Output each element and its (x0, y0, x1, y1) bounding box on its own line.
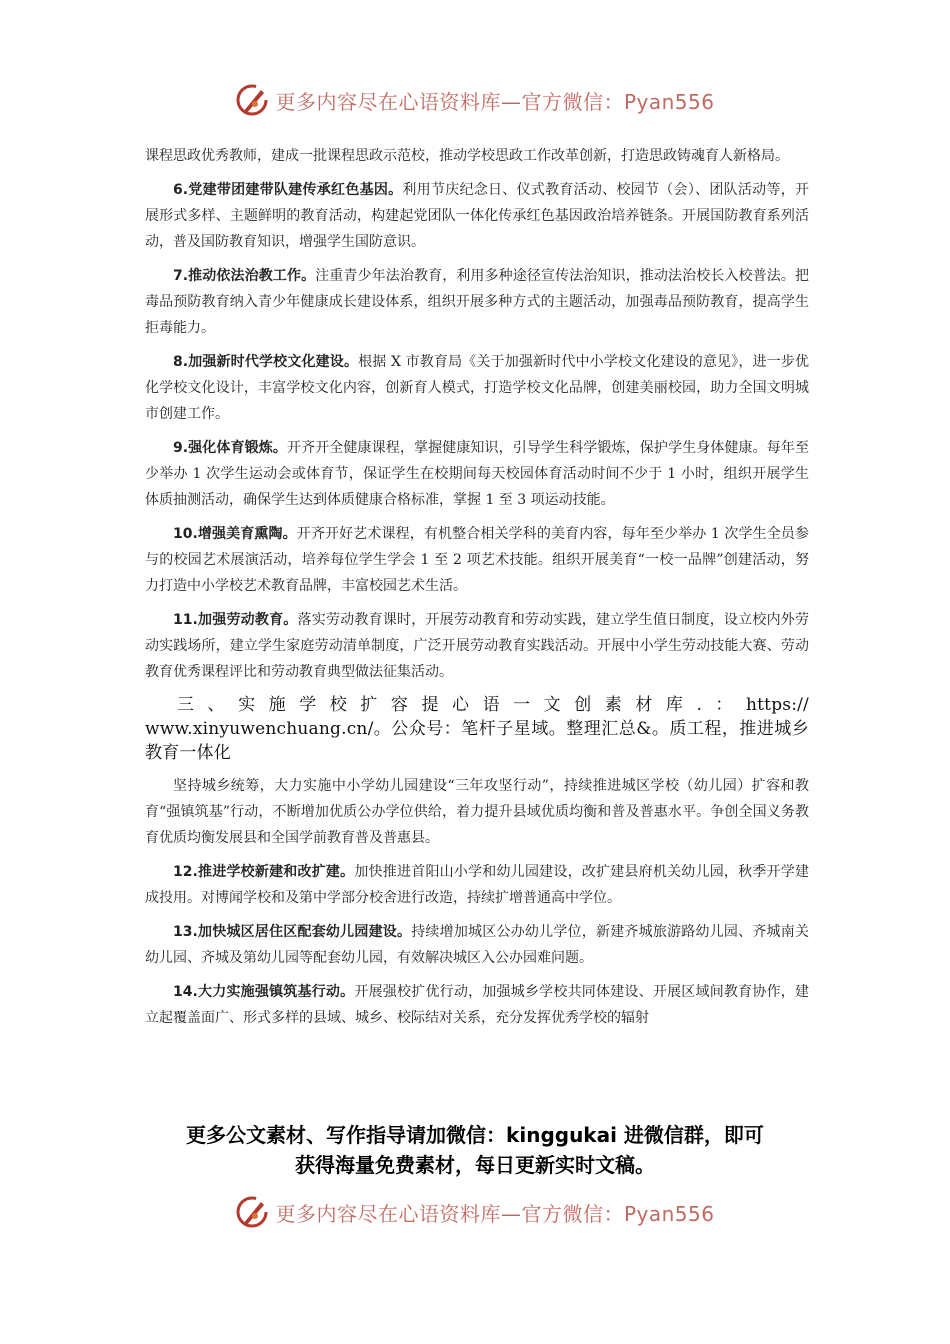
paragraph-item-8 (145, 349, 809, 427)
item-6-title: 6.党建带团建带队建传承红色基因。 (173, 182, 403, 198)
brush-pen-logo-icon (235, 1194, 271, 1230)
document-body (145, 143, 809, 1039)
item-7-title: 7.推动依法治教工作。 (173, 268, 316, 284)
item-6-body: 利用节庆纪念日、仪式教育活动、校园节（会）、团队活动等，开展形式多样、主题鲜明的教育活动，构建起党团队一体化传承红色基因政治培养链条。开展国防教育系列活动，普及国防教育知识，增强学生国防意识。 (145, 182, 810, 250)
paragraph-continued: 课程思政优秀教师，建成一批课程思政示范校，推动学校思政工作改革创新，打造思政铸魂育人新格局。 (145, 148, 789, 164)
item-9-body: 开齐开全健康课程，掌握健康知识，引导学生科学锻炼，保护学生身体健康。每年至少举办 1 次学生运动会或体育节，保证学生在校期间每天校园体育活动时间不少于 1 小时，组织开展学生体质抽测活动，确保学生达到体质健康合格标准，掌握 1 至 3 项运动技能。 (145, 440, 810, 508)
item-12-title: 12.推进学校新建和改扩建。 (173, 864, 355, 880)
paragraph-item-11 (145, 607, 809, 685)
header-watermark-text: 更多内容尽在心语资料库—官方微信：Pyan556 (275, 89, 715, 114)
promo-line-1: 更多公文素材、写作指导请加微信：kinggukai 进微信群，即可 (186, 1123, 764, 1147)
paragraph-item-12 (145, 859, 809, 911)
item-14-title: 14.大力实施强镇筑基行动。 (173, 984, 355, 1000)
section-three-heading-rest: https:// www.xinyuwenchuang.cn/。公众号：笔杆子星域。整理汇总&。质工程，推进城乡教育一体化 (145, 695, 809, 763)
paragraph-item-10 (145, 521, 809, 599)
item-12-body: 加快推进首阳山小学和幼儿园建设，改扩建县府机关幼儿园，秋季开学建成投用。对博闻学校和及第中学部分校舍进行改造，持续扩增普通高中学位。 (145, 864, 809, 906)
footer-watermark-banner (0, 1192, 950, 1232)
brush-pen-logo-icon (235, 82, 271, 118)
item-10-title: 10.增强美育熏陶。 (173, 526, 297, 542)
item-8-body: 根据 X 市教育局《关于加强新时代中小学校文化建设的意见》，进一步优化学校文化设计，丰富学校文化内容，创新育人模式，打造学校文化品牌，创建美丽校园，助力全国文明城市创建工作。 (145, 354, 809, 422)
paragraph-item-13 (145, 919, 809, 971)
item-10-body: 开齐开好艺术课程，有机整合相关学科的美育内容，每年至少举办 1 次学生全员参与的校园艺术展演活动，培养每位学生学会 1 至 2 项艺术技能。组织开展美育“一校一品牌”创建活动，努力打造中小学校艺术教育品牌，丰富校园艺术生活。 (145, 526, 809, 594)
promo-line-2: 获得海量免费素材，每日更新实时文稿。 (295, 1153, 655, 1177)
paragraph-item-14 (145, 979, 809, 1031)
paragraph-item-7 (145, 263, 809, 341)
footer-watermark-text: 更多内容尽在心语资料库—官方微信：Pyan556 (275, 1201, 715, 1226)
item-11-title: 11.加强劳动教育。 (173, 612, 298, 628)
paragraph-item-6 (145, 177, 809, 255)
header-watermark-banner (0, 80, 950, 120)
item-13-title: 13.加快城区居住区配套幼儿园建设。 (173, 924, 412, 940)
paragraph-item-9 (145, 435, 809, 513)
section-three-heading-lead: 三、实施学校扩容提心语一文创素材库.： (177, 695, 746, 715)
item-9-title: 9.强化体育锻炼。 (173, 440, 287, 456)
promo-notice (140, 1120, 810, 1180)
section-three-heading (145, 693, 809, 765)
item-7-body: 注重青少年法治教育，利用多种途径宣传法治知识，推动法治校长入校普法。把毒品预防教育纳入青少年健康成长建设体系，组织开展多种方式的主题活动，加强毒品预防教育，提高学生拒毒能力。 (145, 268, 810, 336)
item-11-body: 落实劳动教育课时，开展劳动教育和劳动实践，建立学生值日制度，设立校内外劳动实践场所，建立学生家庭劳动清单制度，广泛开展劳动教育实践活动。开展中小学生劳动技能大赛、劳动教育优秀课程评比和劳动教育典型做法征集活动。 (145, 612, 809, 680)
section-three-intro: 坚持城乡统筹，大力实施中小学幼儿园建设“三年攻坚行动”，持续推进城区学校（幼儿园）扩容和教育“强镇筑基”行动，不断增加优质公办学位供给，着力提升县域优质均衡和普及普惠水平。争创全国义务教育优质均衡发展县和全国学前教育普及普惠县。 (145, 778, 809, 846)
item-8-title: 8.加强新时代学校文化建设。 (173, 354, 359, 370)
item-13-body: 持续增加城区公办幼儿学位，新建齐城旅游路幼儿园、齐城南关幼儿园、齐城及第幼儿园等配套幼儿园，有效解决城区入公办园难问题。 (145, 924, 809, 966)
item-14-body: 开展强校扩优行动，加强城乡学校共同体建设、开展区域间教育协作，建立起覆盖面广、形式多样的县域、城乡、校际结对关系，充分发挥优秀学校的辐射 (145, 984, 809, 1026)
